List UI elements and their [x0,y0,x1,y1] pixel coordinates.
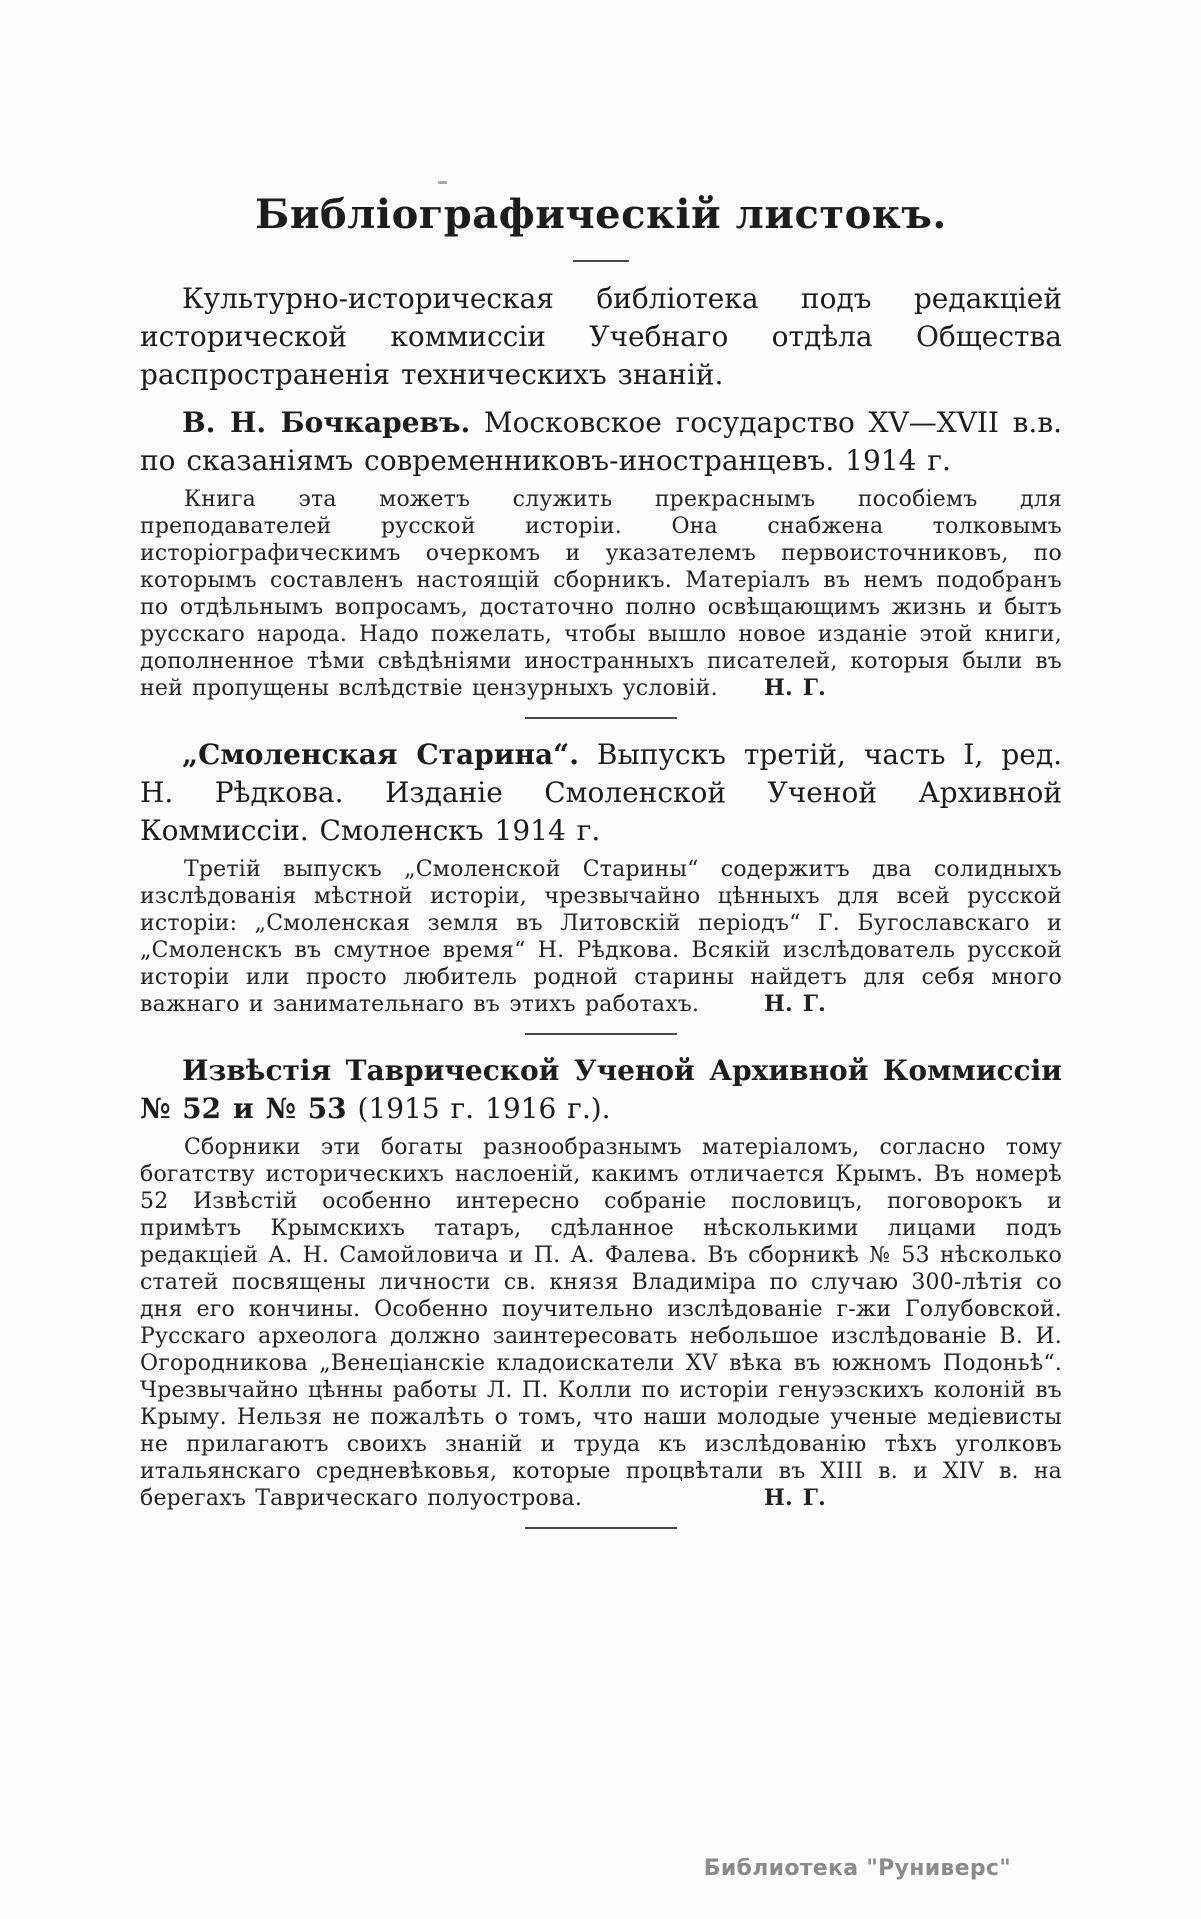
entry-heading [140,404,1062,480]
intro-paragraph: Культурно-историческая библіотека подъ редакціей исторической коммиссіи Учебнаго отдѣла Общества распространенія техническихъ знаній. [140,282,1062,391]
entry-review-text: Третій выпускъ „Смоленской Старины“ содержитъ два солидныхъ изслѣдованія мѣстной исторіи, чрезвычайно цѣнныхъ для всей русской исторіи: „Смоленская земля въ Литовскій періодъ“ Г. Бугославскаго и „Смоленскъ въ смутное время“ Н. Рѣдкова. Всякій изслѣдователь русской исторіи или просто любитель родной старины найдетъ для себя много важнаго и занимательнаго въ этихъ работахъ. [140,857,1062,1017]
entry-signature: Н. Г. [764,675,826,701]
entry-signature: Н. Г. [764,991,826,1017]
scan-artifact [438,181,447,184]
entry-signature: Н. Г. [764,1485,826,1511]
title-divider [573,260,629,262]
library-watermark: Библиотека "Руниверс" [703,1856,1011,1881]
section-divider [525,1033,677,1035]
entry-review [140,856,1062,1018]
bibliography-entry [140,404,1062,702]
entry-heading [140,736,1062,850]
entry-heading-rest: Московское государство XV—XVII в.в. по сказаніямъ современниковъ-иностранцевъ. 1914 г. [140,406,1062,477]
entry-review-text: Книга эта можетъ служить прекраснымъ пособіемъ для преподавателей русской исторіи. Она снабжена толковымъ исторіографическимъ очеркомъ и указателемъ первоисточниковъ, по которымъ составленъ настоящій сборникъ. Матеріалъ въ немъ подобранъ по отдѣльнымъ вопросамъ, достаточно полно освѣщающимъ жизнь и бытъ русскаго народа. Надо пожелать, чтобы вышло новое изданіе этой книги, дополненное тѣми свѣдѣніями иностранныхъ писателей, которыя были въ ней пропущены вслѣдствіе цензурныхъ условій. [140,487,1062,701]
entry-review [140,1134,1062,1512]
bibliography-entry [140,1052,1062,1512]
section-divider [525,717,677,719]
section-divider [525,1527,677,1529]
document-page [140,192,1062,1546]
entry-author: „Смоленская Старина“. [182,738,579,771]
entry-review [140,486,1062,702]
entry-author: В. Н. Бочкаревъ. [182,406,471,439]
page-title: Библіографическій листокъ. [255,191,947,238]
entry-title-bold: Извѣстія Таврической Ученой Архивной Коммиссіи № 52 и № 53 [140,1054,1062,1125]
entry-heading [140,1052,1062,1128]
entry-heading-rest: Выпускъ третій, часть I, ред. Н. Рѣдкова. Изданіе Смоленской Ученой Архивной Коммиссіи. Смоленскъ 1914 г. [140,738,1062,847]
bibliography-entry [140,736,1062,1018]
entry-heading-rest: (1915 г. 1916 г.). [346,1092,611,1125]
entry-review-text: Сборники эти богаты разнообразнымъ матеріаломъ, согласно тому богатству историческихъ наслоеній, какимъ отличается Крымъ. Въ номерѣ 52 Извѣстій особенно интересно собраніе пословицъ, поговорокъ и примѣтъ Крымскихъ татаръ, сдѣланное нѣсколькими лицами подъ редакціей А. Н. Самойловича и П. А. Фалева. Въ сборникѣ № 53 нѣсколько статей посвящены личности св. князя Владиміра по случаю 300-лѣтія со дня его кончины. Особенно поучительно изслѣдованіе г-жи Голубовской. Русскаго археолога должно заинтересовать небольшое изслѣдованіе В. И. Огородникова „Венеціанскіе кладоискатели XV вѣка въ южномъ Подоньѣ“. Чрезвычайно цѣнны работы Л. П. Колли по исторіи генуэзскихъ колоній въ Крыму. Нельзя не пожалѣть о томъ, что наши молодые ученые медіевисты не прилагаютъ своихъ знаній и труда къ изслѣдованію тѣхъ уголковъ итальянскаго средневѣковья, которые процвѣтали въ XIII в. и XIV в. на берегахъ Таврическаго полуострова. [140,1135,1062,1511]
